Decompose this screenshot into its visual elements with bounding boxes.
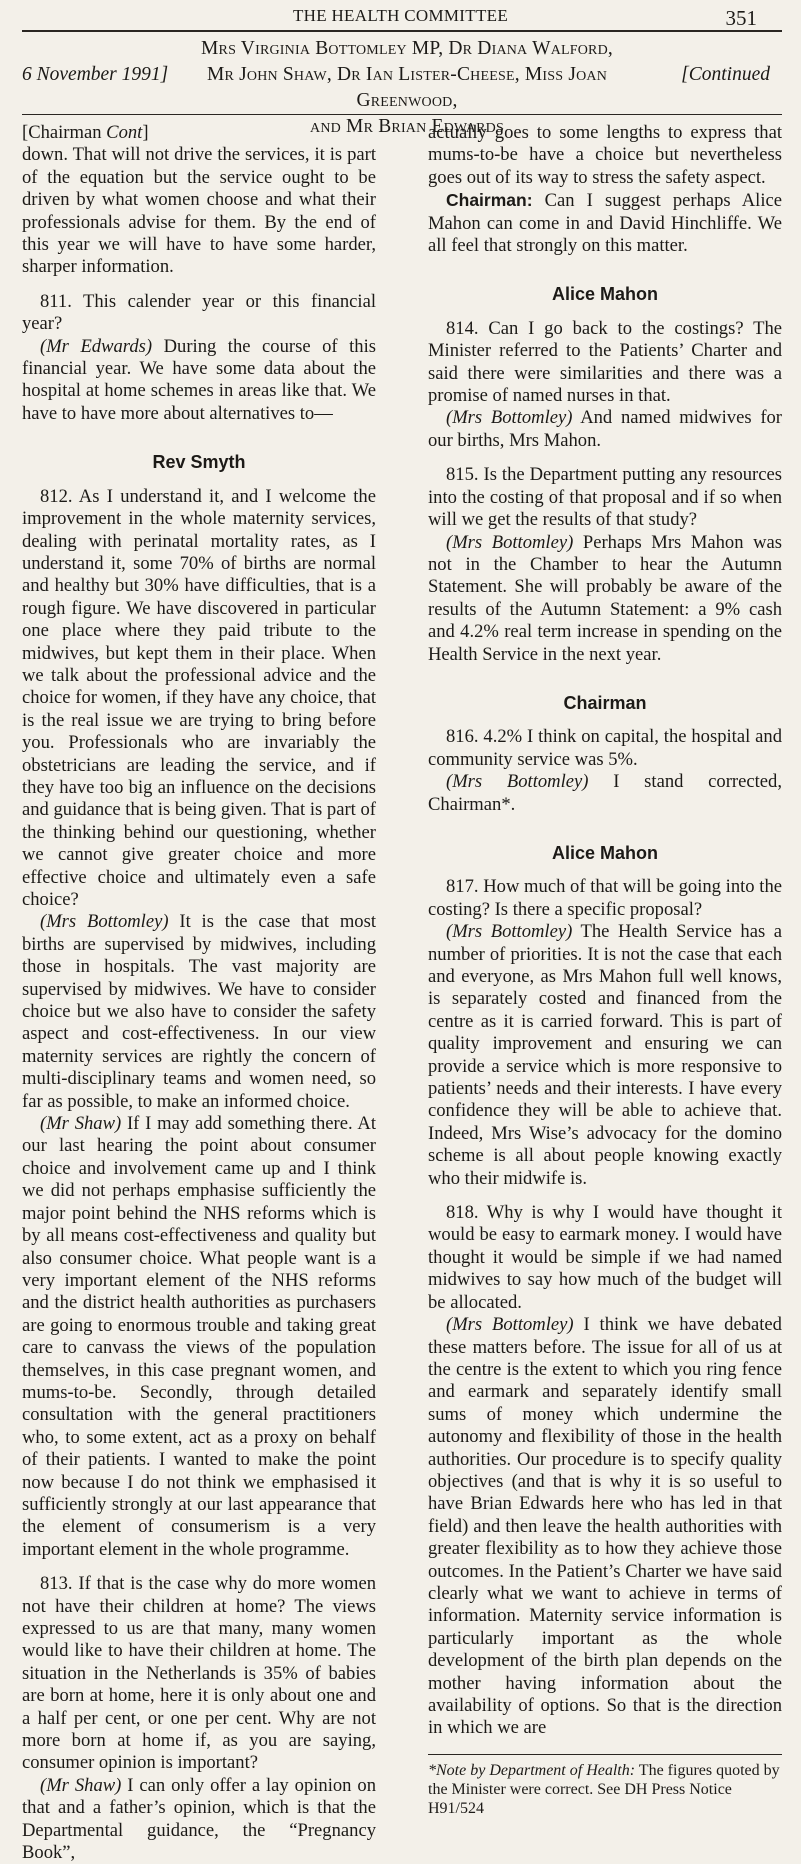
paragraph: actually goes to some lengths to express that mums-to-be have a choice but nevertheless goes out of its way to stress the safety aspect. <box>428 122 782 188</box>
speaker-heading: Alice Mahon <box>551 284 658 305</box>
answer-812-shaw: (Mr Shaw) If I may add something there. At our last hearing the point about consumer choice and involvement came up and I think we did not perhaps emphasise sufficiently the major point behind the NHS reforms which is by all means cost-effectiveness and quality but also consumer choice. What people want is a very important element of the NHS reforms and the district health authorities as purchasers are going to enormous trouble and taking great care to canvass the views of the population themselves, in this case pregnant women, and mums-to-be. Secondly, through detailed consultation with the general practitioners who, to some extent, act as a proxy on behalf of their patients. I wanted to make the point now because I do not think we emphasised it sufficiently strongly at our last appearance that the element of consumerism is a very important element in the whole programme. <box>22 1113 376 1560</box>
heading-rule <box>22 114 782 115</box>
speaker-heading: Chairman <box>563 692 647 713</box>
sitting-date: 6 November 1991] <box>22 64 169 85</box>
speaker-heading: Alice Mahon <box>551 842 658 863</box>
running-title: THE HEALTH COMMITTEE <box>292 6 508 25</box>
header-rule <box>22 30 782 32</box>
answer-813: (Mr Shaw) I can only offer a lay opinion on that and a father’s opinion, which is that the Departmental guidance, the “Pregnancy Book”, <box>22 1774 376 1864</box>
page-number: 351 <box>725 6 757 30</box>
witness-line-2: Mr John Shaw, Dr Ian Lister-Cheese, Miss Joan Greenwood, <box>206 64 608 111</box>
answer-812-bottomley: (Mrs Bottomley) It is the case that most births are supervised by midwives, including those in hospitals. The vast majority are supervised by midwives. We have to consider choice but we also have to consider the safety aspect and cost-effectiveness. In our view maternity services are rightly the concern of multi-disciplinary teams and women need, so far as possible, to make an informed choice. <box>22 911 376 1112</box>
answer-816: (Mrs Bottomley) I stand corrected, Chairman*. <box>428 771 782 815</box>
left-column <box>22 122 376 1864</box>
footnote-rule <box>428 1754 782 1755</box>
witness-line-1: Mrs Virginia Bottomley MP, Dr Diana Walford, <box>201 38 613 59</box>
question-816: 816. 4.2% I think on capital, the hospital and community service was 5%. <box>428 726 782 770</box>
chairman-remark: Chairman: Can I suggest perhaps Alice Mahon can come in and David Hinchliffe. We all feel that strongly on this matter. <box>428 190 782 257</box>
chairman-continued-label: [Chairman Cont] <box>22 122 149 143</box>
answer-818: (Mrs Bottomley) I think we have debated these matters before. The issue for all of us at the centre is the extent to which you ring fence and earmark and separately identify small sums of money which undermine the autonomy and flexibility of those in the health authorities. Our procedure is to specify quality objectives (and that is why it is so useful to have Brian Edwards here who has led in that field) and then leave the health authorities with greater flexibility as to how they achieve those outcomes. In the Patient’s Charter we have said clearly what we want to achieve in terms of information. Maternity service information is particularly important as the whole development of the birth plan depends on the mother having information about the availability of options. So that is the direction in which we are <box>428 1314 782 1739</box>
answer-814: (Mrs Bottomley) And named midwives for our births, Mrs Mahon. <box>428 407 782 451</box>
question-811: 811. This calender year or this financial year? <box>22 290 376 335</box>
question-812: 812. As I understand it, and I welcome the improvement in the whole maternity services, dealing with perinatal mortality rates, as I understand it, some 70% of births are normal and healthy but 30% have difficulties, that is a rough figure. We have discovered in particular one place where they paid tribute to the midwives, but kept them in their place. When we talk about the professional advice and the choice for women, if they have any choice, that is the real issue we are trying to bring before you. Professionals who are invariably the obstetricians are leading the service, and if they have too big an influence on the decisions and guidance that is being given. That is part of the thinking behind our questioning, whether we cannot give greater choice and more effective choice and ultimately even a safe choice? <box>22 485 376 910</box>
running-head <box>0 6 801 32</box>
answer-817: (Mrs Bottomley) The Health Service has a number of priorities. It is not the case that each and everyone, as Mrs Mahon full well knows, is separately costed and financed from the centre as it is carried forward. This is part of quality improvement and ensuring we can provide a service which is more responsive to patients’ needs and their interests. I have every confidence they will be able to achieve that. Indeed, Mrs Wise’s advocacy for the domino scheme is all about people knowing exactly who their midwife is. <box>428 921 782 1189</box>
speaker-heading: Rev Smyth <box>152 452 246 473</box>
witness-line-3: and Mr Brian Edwards <box>310 116 504 137</box>
paragraph: down. That will not drive the services, it is part of the equation but the service ought to be driven by what women choose and what their professionals advise for them. By the end of this year we will have to have some harder, sharper information. <box>22 144 376 278</box>
question-814: 814. Can I go back to the costings? The Minister referred to the Patients’ Charter and said there were similarities and there was a promise of named nurses in that. <box>428 317 782 407</box>
right-column <box>428 122 782 1826</box>
question-815: 815. Is the Department putting any resources into the costing of that proposal and if so when will we get the results of that study? <box>428 464 782 531</box>
answer-811: (Mr Edwards) During the course of this financial year. We have some data about the hospital at home schemes in areas like that. We have to have more about alternatives to— <box>22 335 376 424</box>
continued-marker: [Continued <box>681 64 770 85</box>
question-817: 817. How much of that will be going into the costing? Is there a specific proposal? <box>428 876 782 920</box>
question-813: 813. If that is the case why do more women not have their children at home? The views expressed to us are that many, many women would like to have their children at home. The situation in the Netherlands is 35% of babies are born at home, here it is only about one and a half per cent, or one per cent. Why are not more born at home if, as you are saying, consumer opinion is important? <box>22 1573 376 1774</box>
answer-815: (Mrs Bottomley) Perhaps Mrs Mahon was not in the Chamber to hear the Autumn Statement. She will probably be aware of the results of the Autumn Statement: a 9% cash and 4.2% real term increase in spending on the Health Service in the next year. <box>428 531 782 665</box>
footnote: *Note by Department of Health: The figures quoted by the Minister were correct. See DH Press Notice H91/524 <box>428 1761 780 1817</box>
question-818: 818. Why is why I would have thought it would be easy to earmark money. I would have thought it would be simple if we had named midwives to say how much of the budget will be allocated. <box>428 1202 782 1313</box>
